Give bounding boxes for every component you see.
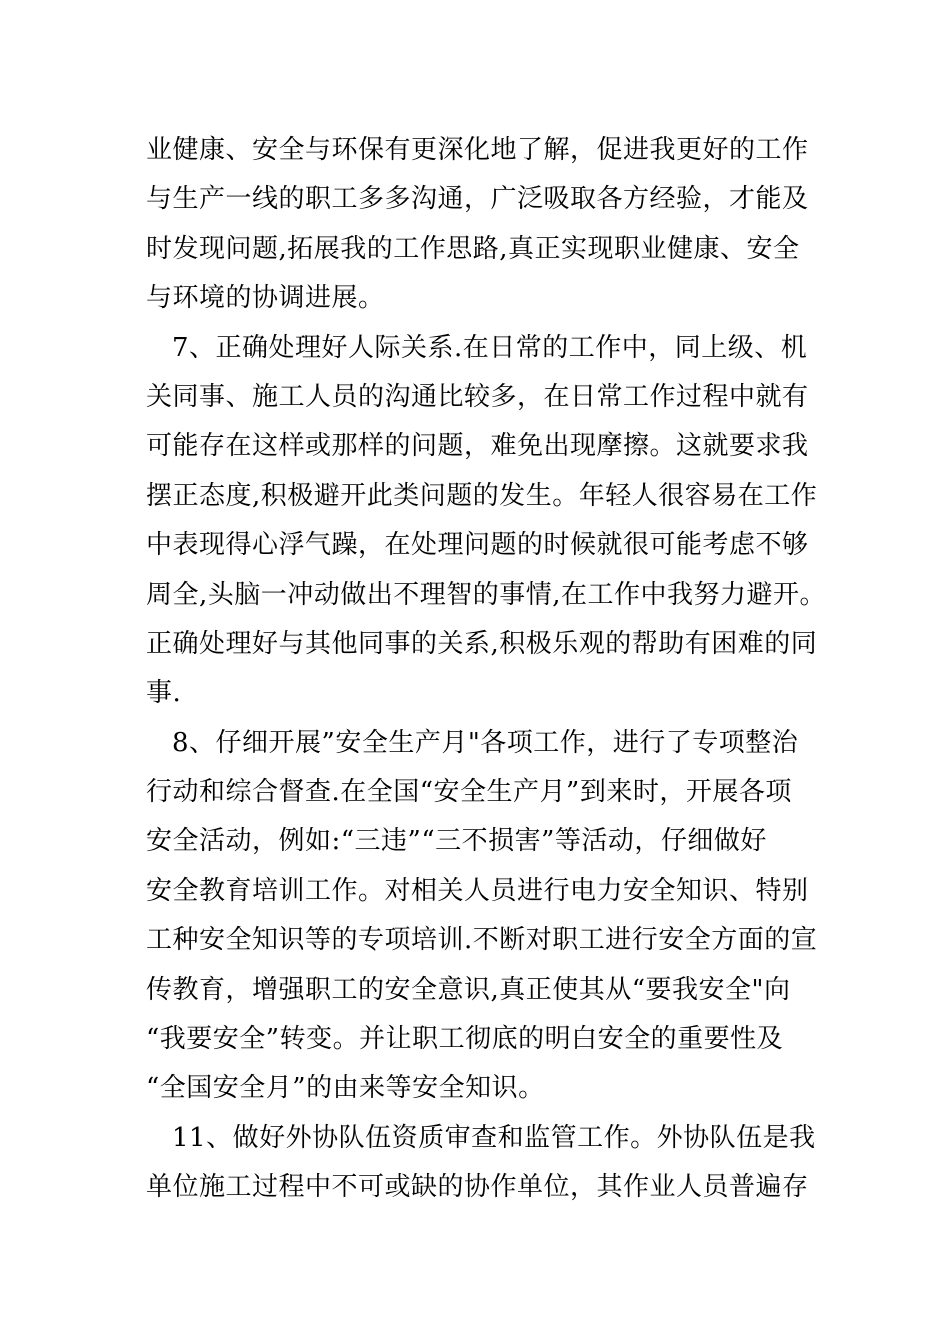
text-line: 事. xyxy=(146,678,182,709)
text-line: 正确处理好与其他同事的关系,积极乐观的帮助有困难的同 xyxy=(146,628,818,659)
text-line: 中表现得心浮气躁，在处理问题的时候就很可能考虑不够 xyxy=(146,530,809,561)
text-line: “我要安全”转变。并让职工彻底的明白安全的重要性及 xyxy=(146,1024,784,1055)
text-line: “全国安全月”的由来等安全知识。 xyxy=(146,1073,545,1104)
text-line: 周全,头脑一冲动做出不理智的事情,在工作中我努力避开。 xyxy=(146,579,827,610)
text-line: 摆正态度,积极避开此类问题的发生。年轻人很容易在工作 xyxy=(146,480,818,511)
text-line: 安全教育培训工作。对相关人员进行电力安全知识、特别 xyxy=(146,875,809,906)
text-line: 时发现问题,拓展我的工作思路,真正实现职业健康、安全 xyxy=(146,233,800,264)
paragraph-8-start: 8、仔细开展”安全生产月"各项工作，进行了专项整治 xyxy=(172,727,799,758)
text-line: 安全活动，例如:“三违”“三不损害”等活动，仔细做好 xyxy=(146,826,767,857)
paragraph-7-start: 7、正确处理好人际关系.在日常的工作中，同上级、机 xyxy=(172,332,808,363)
text-line: 业健康、安全与环保有更深化地了解，促进我更好的工作 xyxy=(146,135,809,165)
paragraph-11-start: 11、做好外协队伍资质审查和监管工作。外协队伍是我 xyxy=(172,1122,816,1153)
text-line: 与生产一线的职工多多沟通，广泛吸取各方经验，才能及 xyxy=(146,184,809,215)
text-line: 传教育，增强职工的安全意识,真正使其从“要我安全"向 xyxy=(146,974,791,1005)
document-body xyxy=(146,126,827,1213)
text-line: 工种安全知识等的专项培训.不断对职工进行安全方面的宣 xyxy=(146,925,818,956)
text-line: 可能存在这样或那样的问题，难免出现摩擦。这就要求我 xyxy=(146,431,809,462)
text-line: 与环境的协调进展。 xyxy=(146,283,385,314)
text-line: 行动和综合督查.在全国“安全生产月”到来时，开展各项 xyxy=(146,777,792,808)
text-line: 单位施工过程中不可或缺的协作单位，其作业人员普遍存 xyxy=(146,1172,809,1203)
text-line: 关同事、施工人员的沟通比较多，在日常工作过程中就有 xyxy=(146,381,809,412)
